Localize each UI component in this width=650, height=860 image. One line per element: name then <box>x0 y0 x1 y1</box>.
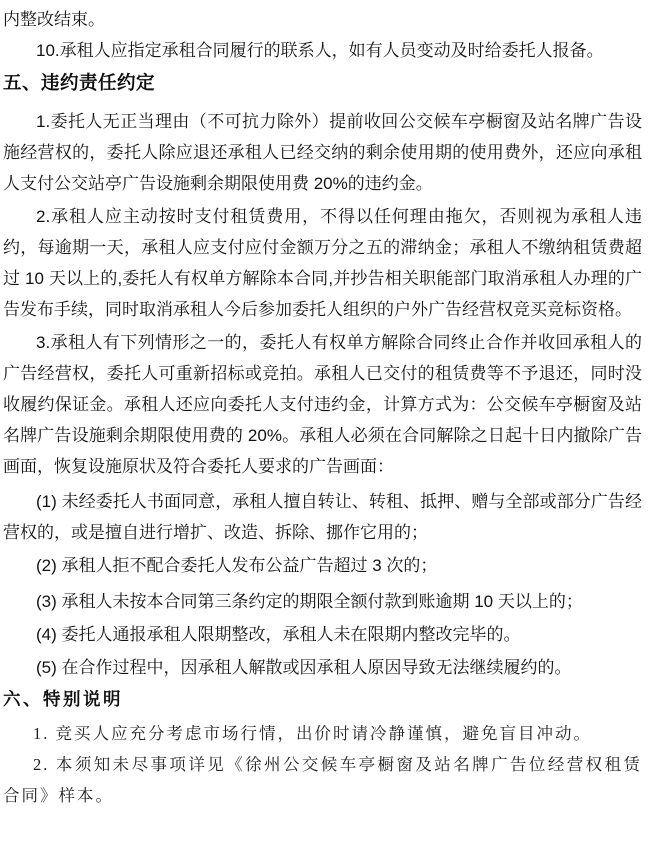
section5-subitem-2: (2) 承租人拒不配合委托人发布公益广告超过 3 次的； <box>36 556 438 575</box>
section5-paragraph-2: 2.承租人应主动按时支付租赁费用，不得以任何理由拖欠，否则视为承租人违约，每逾期一天，承租人应支付应付金额万分之五的滞纳金；承租人不缴纳租赁费超过 10 天以上的,委托人有权单方解除本合同,并抄告相关职能部门取消承租人办理的广告发布手续，同时取消承租人今后参加委托人组织的户外广告经营权竞买竞标资格。 <box>3 207 642 319</box>
section6-item-1: 1. 竞买人应充分考虑市场行情，出价时请冷静谨慎，避免盲目冲动。 <box>33 724 592 743</box>
section5-subitem-5: (5) 在合作过程中，因承租人解散或因承租人原因导致无法继续履约的。 <box>36 658 572 677</box>
section-6-heading: 六、特别说明 <box>3 689 123 709</box>
section-5-heading: 五、违约责任约定 <box>3 72 156 93</box>
section5-subitem-4: (4) 委托人通报承租人限期整改，承租人未在限期内整改完毕的。 <box>36 625 521 644</box>
continuation-line: 内整改结束。 <box>3 10 105 29</box>
section5-paragraph-1: 1.委托人无正当理由（不可抗力除外）提前收回公交候车亭橱窗及站名牌广告设施经营权的，委托人除应退还承租人已经交纳的剩余使用期的使用费外，还应向承租人支付公交站亭广告设施剩余期限使用费 20%的违约金。 <box>3 112 642 193</box>
section6-item-2: 2. 本须知未尽事项详见《徐州公交候车亭橱窗及站名牌广告位经营权租赁合同》样本。 <box>3 755 642 805</box>
clause-item-10: 10.承租人应指定承租合同履行的联系人，如有人员变动及时给委托人报备。 <box>36 41 604 60</box>
section5-subitem-3: (3) 承租人未按本合同第三条约定的期限全额付款到账逾期 10 天以上的； <box>36 592 583 611</box>
section5-subitem-1: (1) 未经委托人书面同意，承租人擅自转让、转租、抵押、赠与全部或部分广告经营权的，或是擅自进行增扩、改造、拆除、挪作它用的； <box>3 492 642 542</box>
section5-paragraph-3: 3.承租人有下列情形之一的，委托人有权单方解除合同终止合作并收回承租人的广告经营权，委托人可重新招标或竞拍。承租人已交付的租赁费等不予退还，同时没收履约保证金。承租人还应向委托人支付违约金，计算方式为：公交候车亭橱窗及站名牌广告设施剩余期限使用费的 20%。承租人必须在合同解除之日起十日内撤除广告画面，恢复设施原状及符合委托人要求的广告画面： <box>3 333 642 476</box>
